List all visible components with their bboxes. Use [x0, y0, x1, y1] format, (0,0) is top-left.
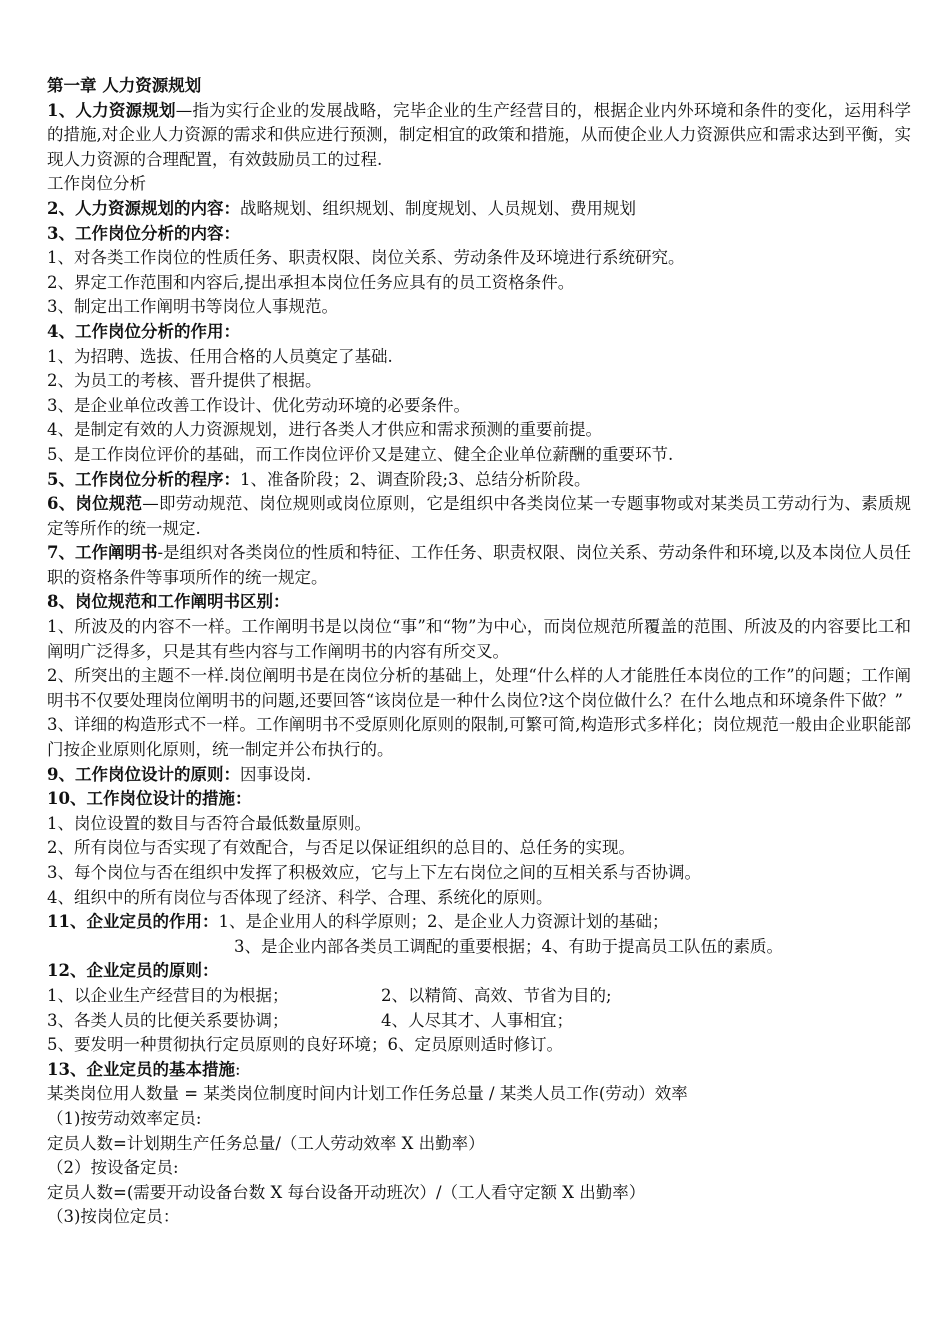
heading-12: 12、企业定员的原则：	[47, 961, 219, 981]
method-title: （3)按岗位定员：	[47, 1207, 180, 1227]
paragraph-5-text: 1、准备阶段；2、调查阶段;3、总结分析阶段。	[239, 469, 591, 489]
list-item: 1、所波及的内容不一样。工作阐明书是以岗位“事”和“物”为中心，而岗位规范所覆盖的范围、所波及的内容要比工和阐明广泛得多，只是其有些内容与工作阐明书的内容有所交叉。	[47, 617, 911, 661]
paragraph-11	[47, 910, 911, 935]
method-formula: 定员人数=计划期生产任务总量/（工人劳动效率 X 出勤率）	[47, 1133, 485, 1153]
paragraph-9	[47, 763, 911, 788]
list-item: 3、制定出工作阐明书等岗位人事规范。	[47, 297, 338, 317]
heading-5: 5、工作岗位分析的程序：	[47, 469, 240, 489]
list-item: 1、岗位设置的数目与否符合最低数量原则。	[47, 813, 371, 833]
heading-3: 3、工作岗位分析的内容：	[47, 223, 240, 243]
method-title: （2）按设备定员:	[47, 1158, 179, 1178]
list-item: 4、组织中的所有岗位与否体现了经济、科学、合理、系统化的原则。	[47, 887, 553, 907]
heading-9: 9、工作岗位设计的原则：	[47, 764, 240, 784]
list-item: 2、界定工作范围和内容后,提出承担本岗位任务应具有的员工资格条件。	[47, 272, 575, 292]
paragraph-2	[47, 197, 911, 222]
heading-7: 7、工作阐明书	[47, 543, 158, 563]
paragraph-7	[47, 541, 911, 590]
heading-11: 11、企业定员的作用：	[47, 912, 219, 932]
paragraph-1	[47, 99, 911, 173]
list-item: 2、所突出的主题不一样.岗位阐明书是在岗位分析的基础上，处理“什么样的人才能胜任本岗位的工作”的问题；工作阐明书不仅要处理岗位阐明书的问题,还要回答“该岗位是一种什么岗位?这个岗位做什么？在什么地点和环境条件下做？”	[47, 666, 911, 710]
list-item: 3、详细的构造形式不一样。工作阐明书不受原则化原则的限制,可繁可简,构造形式多样化；岗位规范一般由企业职能部门按企业原则化原则，统一制定并公布执行的。	[47, 715, 911, 760]
list-item: 3、是企业单位改善工作设计、优化劳动环境的必要条件。	[47, 395, 470, 415]
heading-1: 1、人力资源规划	[47, 100, 176, 120]
paragraph-1-text: —指为实行企业的发展战略，完毕企业的生产经营目的，根据企业内外环境和条件的变化，运用科学的措施,对企业人力资源的需求和供应进行预测，制定相宜的政策和措施，从而使企业人力资源供应和需求达到平衡，实现人力资源的合理配置，有效鼓励员工的过程.	[47, 100, 912, 169]
list-item: 2、为员工的考核、晋升提供了根据。	[47, 371, 322, 391]
list-item: 1、为招聘、选拔、任用合格的人员奠定了基础.	[47, 346, 393, 366]
heading-13: 13、企业定员的基本措施	[47, 1059, 235, 1079]
principles-row	[47, 1009, 911, 1034]
chapter-title: 第一章 人力资源规划	[47, 76, 202, 95]
paragraph-6-text: —即劳动规范、岗位规则或岗位原则，它是组织中各类岗位某一专题事物或对某类员工劳动行为、素质规定等所作的统一规定.	[47, 494, 912, 538]
paragraph-6	[47, 492, 911, 541]
principle-item: 2、以精简、高效、节省为目的;	[381, 985, 612, 1005]
staffing-formula: 某类岗位用人数量 = 某类岗位制度时间内计划工作任务总量 / 某类人员工作(劳动）效率	[47, 1084, 688, 1104]
principle-item: 3、各类人员的比便关系要协调；	[47, 1010, 289, 1030]
heading-4: 4、工作岗位分析的作用：	[47, 321, 240, 341]
section-job-analysis: 工作岗位分析	[47, 174, 146, 194]
list-item: 1、对各类工作岗位的性质任务、职责权限、岗位关系、劳动条件及环境进行系统研究。	[47, 248, 685, 268]
paragraph-11-line-2: 3、是企业内部各类员工调配的重要根据；4、有助于提高员工队伍的素质。	[234, 936, 783, 956]
principle-item: 1、以企业生产经营目的为根据；	[47, 985, 289, 1005]
paragraph-5	[47, 468, 911, 493]
paragraph-9-text: 因事设岗.	[239, 764, 312, 784]
list-item: 5、是工作岗位评价的基础，而工作岗位评价又是建立、健全企业单位薪酬的重要环节.	[47, 444, 674, 464]
heading-13-colon: :	[234, 1059, 241, 1079]
heading-2: 2、人力资源规划的内容：	[47, 198, 240, 218]
method-formula: 定员人数=(需要开动设备台数 X 每台设备开动班次）/（工人看守定额 X 出勤率）	[47, 1182, 646, 1202]
heading-8: 8、岗位规范和工作阐明书区别：	[47, 592, 290, 612]
paragraph-7-text: -是组织对各类岗位的性质和特征、工作任务、职责权限、岗位关系、劳动条件和环境,以及本岗位人员任职的资格条件等事项所作的统一规定。	[47, 543, 911, 587]
heading-10: 10、工作岗位设计的措施：	[47, 789, 252, 809]
list-item: 2、所有岗位与否实现了有效配合，与否足以保证组织的总目的、总任务的实现。	[47, 838, 635, 858]
paragraph-2-text: 战略规划、组织规划、制度规划、人员规划、费用规划	[239, 198, 636, 218]
heading-6: 6、岗位规范	[47, 494, 143, 514]
document-page	[47, 74, 911, 1230]
list-item: 3、每个岗位与否在组织中发挥了积极效应，它与上下左右岗位之间的互相关系与否协调。	[47, 863, 701, 882]
method-title: （1)按劳动效率定员:	[47, 1108, 202, 1128]
principle-item: 5、要发明一种贯彻执行定员原则的良好环境；6、定员原则适时修订。	[47, 1035, 563, 1055]
principle-item: 4、人尽其才、人事相宜；	[381, 1010, 573, 1030]
principles-row	[47, 984, 911, 1009]
paragraph-11-line-1: 1、是企业用人的科学原则；2、是企业人力资源计划的基础；	[218, 912, 669, 932]
paragraph-13	[47, 1058, 911, 1083]
list-item: 4、是制定有效的人力资源规划，进行各类人才供应和需求预测的重要前提。	[47, 420, 602, 440]
